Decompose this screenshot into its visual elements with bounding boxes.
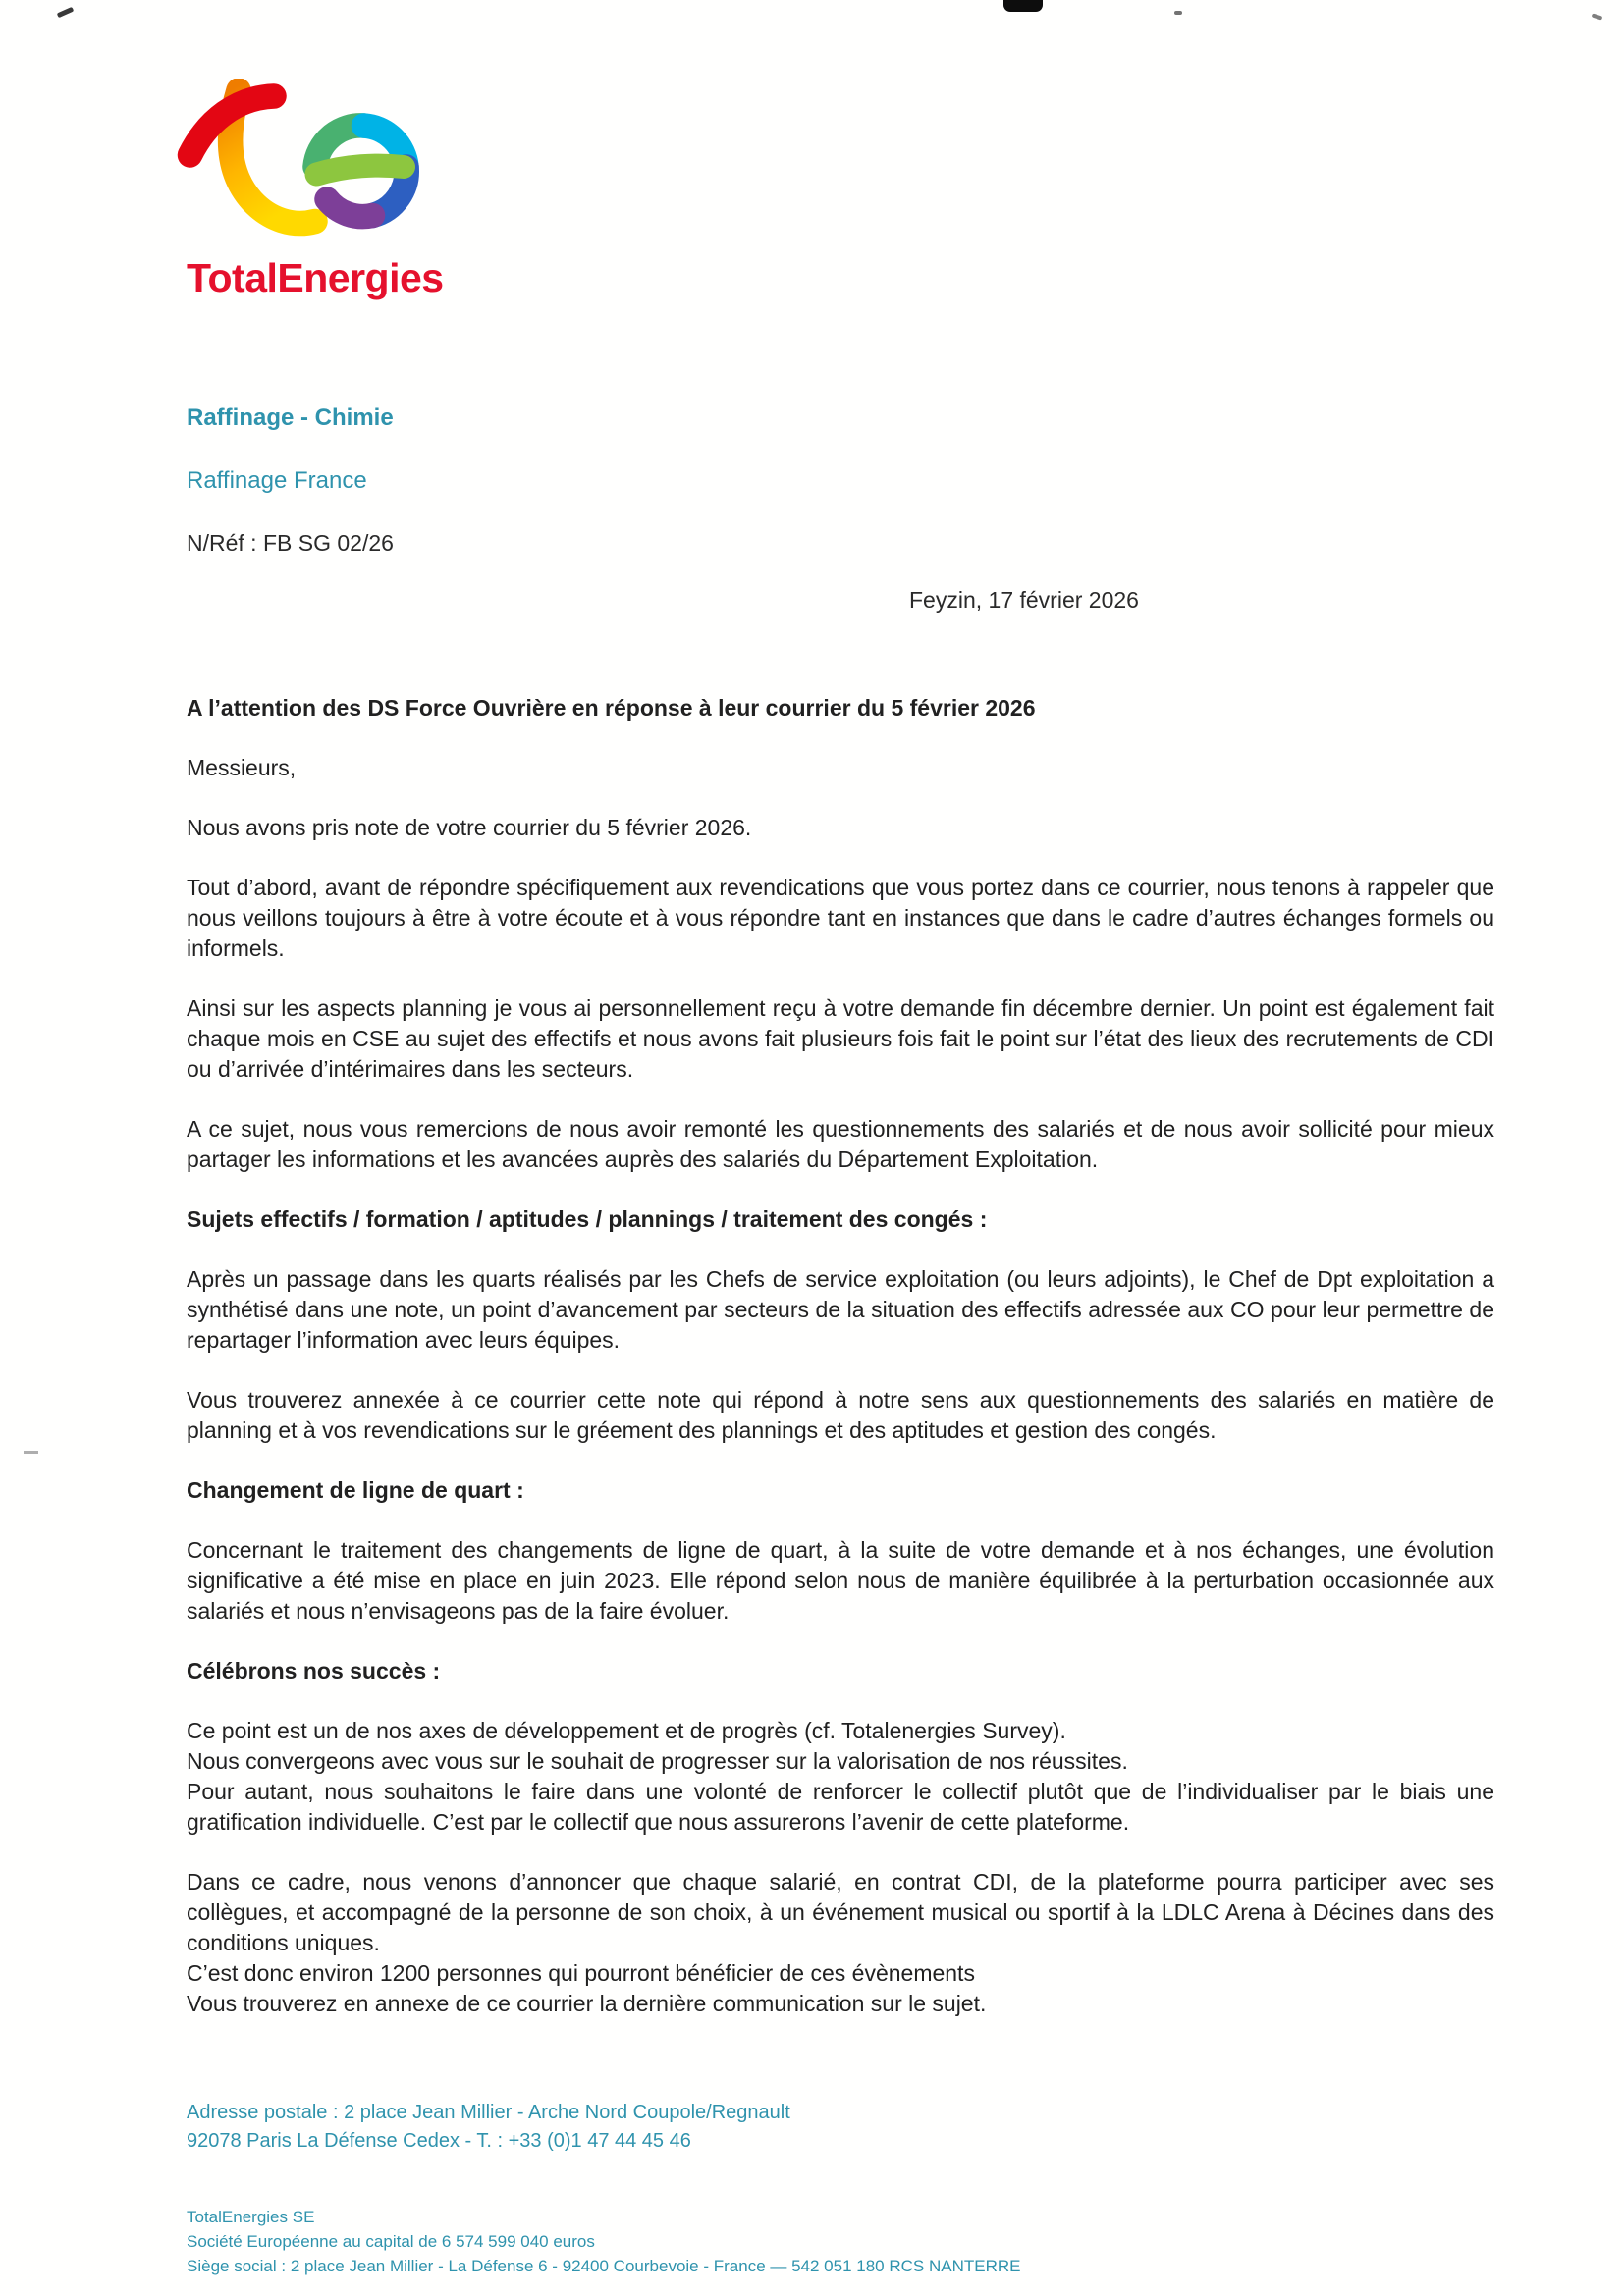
paragraph-5: Vous trouverez annexée à ce courrier cette note qui répond à notre sens aux questionnements des salariés en matière de planning et à vos revendications sur le gréement des plannings et des aptitudes et gestion des congés. xyxy=(187,1387,1494,1443)
paragraph-7-line-2: Nous convergeons avec vous sur le souhait de progresser sur la valorisation de nos réussites. xyxy=(187,1748,1128,1774)
letter-body xyxy=(187,693,1494,2049)
paragraph-8-line-2: C’est donc environ 1200 personnes qui pourront bénéficier de ces évènements xyxy=(187,1960,975,1986)
paragraph-7-line-1: Ce point est un de nos axes de développement et de progrès (cf. Totalenergies Survey). xyxy=(187,1718,1066,1743)
footer-company: TotalEnergies SE xyxy=(187,2208,315,2226)
paragraph-8-main: Dans ce cadre, nous venons d’annoncer que chaque salarié, en contrat CDI, de la plateforme pourra participer avec ses collègues, et accompagné de la personne de son choix, à un événement musical ou sportif à la LDLC Arena à Décines dans des conditions uniques. xyxy=(187,1869,1494,1955)
scan-artifact xyxy=(1003,0,1043,12)
division-label: Raffinage - Chimie xyxy=(187,404,394,431)
scan-artifact xyxy=(24,1451,38,1454)
scan-artifact xyxy=(57,7,75,18)
section-heading-effectifs: Sujets effectifs / formation / aptitudes / plannings / traitement des congés : xyxy=(187,1206,988,1232)
section-heading-succes: Célébrons nos succès : xyxy=(187,1658,441,1683)
entity-label: Raffinage France xyxy=(187,467,367,494)
footer-legal xyxy=(187,2205,1020,2278)
paragraph-8-line-3: Vous trouverez en annexe de ce courrier la dernière communication sur le sujet. xyxy=(187,1991,987,2016)
paragraph-6: Concernant le traitement des changements de ligne de quart, à la suite de votre demande et à nos échanges, une évolution significative a été mise en place en juin 2023. Elle répond selon nous de manière équilibrée à la perturbation occasionnée aux salariés et nous n’envisageons pas de la faire évoluer. xyxy=(187,1537,1494,1624)
paragraph-4: Après un passage dans les quarts réalisés par les Chefs de service exploitation (ou leurs adjoints), le Chef de Dpt exploitation a synthétisé dans une note, un point d’avancement par secteurs de la situation des effectifs adressée aux CO pour leur permettre de repartager l’information avec leurs équipes. xyxy=(187,1266,1494,1353)
brand-wordmark: TotalEnergies xyxy=(187,255,444,300)
paragraph-1: Tout d’abord, avant de répondre spécifiquement aux revendications que vous portez dans ce courrier, nous tenons à rappeler que nous veillons toujours à être à votre écoute et à vous répondre tant en instances que dans le cadre d’autres échanges formels ou informels. xyxy=(187,875,1494,961)
paragraph-7 xyxy=(187,1716,1494,1838)
footer-address xyxy=(187,2099,790,2156)
subject-line: A l’attention des DS Force Ouvrière en réponse à leur courrier du 5 février 2026 xyxy=(187,695,1036,721)
paragraph-7-line-3: Pour autant, nous souhaitons le faire dans une volonté de renforcer le collectif plutôt que de l’individualiser par le biais une gratification individuelle. C’est par le collectif que nous assurerons l’avenir de cette plateforme. xyxy=(187,1779,1494,1835)
paragraph-8 xyxy=(187,1867,1494,2019)
dateline: Feyzin, 17 février 2026 xyxy=(909,587,1139,613)
footer-legal-line-1: Société Européenne au capital de 6 574 599 040 euros xyxy=(187,2232,595,2251)
brand-block xyxy=(177,79,448,301)
scan-artifact xyxy=(1592,13,1603,20)
section-heading-ligne-de-quart: Changement de ligne de quart : xyxy=(187,1477,524,1503)
totalenergies-logo-icon xyxy=(177,79,448,243)
salutation: Messieurs, xyxy=(187,755,297,780)
footer-legal-line-2: Siège social : 2 place Jean Millier - La Défense 6 - 92400 Courbevoie - France — 542 051 180 RCS NANTERRE xyxy=(187,2257,1021,2275)
footer-address-line-2: 92078 Paris La Défense Cedex - T. : +33 (0)1 47 44 45 46 xyxy=(187,2130,691,2152)
scan-artifact xyxy=(1174,11,1182,15)
paragraph-2: Ainsi sur les aspects planning je vous ai personnellement reçu à votre demande fin décembre dernier. Un point est également fait chaque mois en CSE au sujet des effectifs et nous avons fait plusieurs fois fait le point sur l’état des lieux des recrutements de CDI ou d’arrivée d’intérimaires dans les secteurs. xyxy=(187,995,1494,1082)
paragraph-intro: Nous avons pris note de votre courrier du 5 février 2026. xyxy=(187,815,752,840)
paragraph-3: A ce sujet, nous vous remercions de nous avoir remonté les questionnements des salariés et de nous avoir sollicité pour mieux partager les informations et les avancées auprès des salariés du Département Exploitation. xyxy=(187,1116,1494,1172)
footer-address-line-1: Adresse postale : 2 place Jean Millier - Arche Nord Coupole/Regnault xyxy=(187,2102,790,2123)
reference-line: N/Réf : FB SG 02/26 xyxy=(187,530,394,556)
